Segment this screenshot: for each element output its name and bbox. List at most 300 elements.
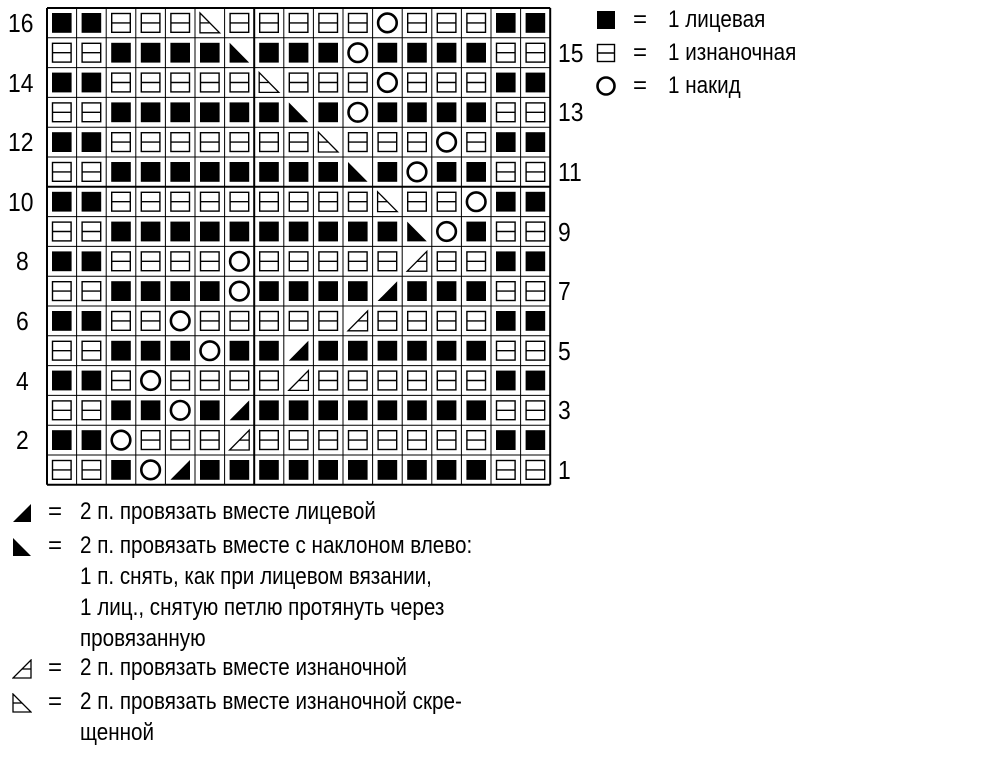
chart-row-3: [53, 400, 545, 420]
ssk-stitch: [289, 102, 309, 122]
purl-stitch: [289, 133, 308, 152]
legend-equals: =: [633, 72, 648, 99]
purl-stitch: [53, 103, 72, 122]
k2tog-stitch: [170, 460, 190, 480]
purl-stitch: [526, 282, 545, 301]
row-number-15: 15: [558, 37, 584, 68]
row-number-3: 3: [558, 395, 571, 426]
yarn-over: [349, 43, 368, 62]
knit-stitch: [289, 162, 309, 182]
knit-stitch: [170, 341, 190, 361]
row-number-8: 8: [16, 246, 29, 277]
knit-stitch: [466, 102, 486, 122]
yarn-over: [201, 341, 220, 360]
yo-legend-icon: [596, 76, 616, 96]
knit-stitch: [526, 192, 546, 212]
purl-stitch: [437, 252, 456, 271]
purl-stitch: [289, 73, 308, 92]
knit-stitch: [407, 460, 427, 480]
chart-row-6: [52, 311, 545, 331]
purl-stitch: [467, 252, 486, 271]
knit-stitch: [378, 400, 398, 420]
knit-stitch: [496, 251, 516, 271]
purl-stitch: [230, 371, 249, 390]
purl-stitch: [230, 14, 249, 33]
knit-stitch: [111, 460, 131, 480]
knit-stitch: [52, 73, 72, 93]
p2tog-tbl-stitch: [378, 192, 398, 212]
purl-stitch: [82, 401, 101, 420]
knit-stitch: [82, 13, 102, 33]
knit-stitch: [289, 222, 309, 242]
knit-stitch: [141, 400, 161, 420]
knit-stitch: [111, 281, 131, 301]
purl-stitch: [497, 222, 516, 241]
purl-stitch: [497, 401, 516, 420]
purl-stitch: [408, 133, 427, 152]
legend-equals: =: [48, 532, 63, 559]
legend-equals: =: [633, 39, 648, 66]
chart-row-2: [52, 430, 545, 450]
row-number-4: 4: [16, 365, 29, 396]
knit-stitch: [82, 371, 102, 391]
purl-stitch: [467, 14, 486, 33]
knit-stitch: [348, 281, 368, 301]
p2tog-stitch: [230, 430, 250, 450]
purl-stitch: [53, 341, 72, 360]
knit-stitch: [52, 192, 72, 212]
purl-stitch: [319, 371, 338, 390]
knit-stitch: [496, 430, 516, 450]
purl-stitch: [260, 14, 279, 33]
purl-stitch: [171, 14, 190, 33]
knit-stitch: [318, 281, 338, 301]
knit-stitch: [318, 43, 338, 63]
legend-description-line: 1 лиц., снятую петлю протянуть через: [80, 594, 445, 621]
knit-stitch: [82, 251, 102, 271]
knit-stitch: [111, 43, 131, 63]
knit-stitch: [466, 281, 486, 301]
row-number-14: 14: [8, 67, 34, 98]
knit-stitch: [348, 341, 368, 361]
purl-stitch: [53, 461, 72, 480]
purl-stitch: [141, 133, 160, 152]
k2tog-stitch: [13, 504, 31, 522]
purl-stitch: [112, 371, 131, 390]
purl-stitch: [319, 192, 338, 211]
purl-stitch: [141, 73, 160, 92]
knit-stitch: [378, 341, 398, 361]
p2tog-tbl-stitch: [259, 73, 279, 93]
knit-stitch: [200, 281, 220, 301]
knit-stitch: [407, 102, 427, 122]
knit-stitch: [378, 222, 398, 242]
knit-stitch: [318, 222, 338, 242]
purl-stitch: [112, 133, 131, 152]
purl-stitch: [201, 371, 220, 390]
ssk-stitch: [348, 162, 368, 182]
yarn-over: [141, 371, 160, 390]
knit-stitch: [141, 222, 161, 242]
knit-stitch: [230, 102, 250, 122]
legend-description-line: 2 п. провязать вместе с наклоном влево:: [80, 532, 473, 559]
purl-stitch: [319, 431, 338, 450]
purl-stitch: [467, 371, 486, 390]
purl-stitch: [497, 163, 516, 182]
k2tog-stitch: [378, 281, 398, 301]
knit-stitch: [141, 43, 161, 63]
row-number-11: 11: [558, 156, 582, 187]
knit-stitch: [200, 102, 220, 122]
purl-stitch: [141, 312, 160, 331]
row-number-1: 1: [558, 454, 571, 485]
knit-stitch: [82, 73, 102, 93]
knit-stitch: [141, 281, 161, 301]
purl-stitch: [141, 14, 160, 33]
knit-stitch: [141, 102, 161, 122]
purl-stitch: [437, 192, 456, 211]
knit-stitch: [526, 132, 546, 152]
purl-stitch: [201, 252, 220, 271]
purl-stitch: [112, 14, 131, 33]
chart-row-12: [52, 132, 545, 152]
p2tog-stitch: [13, 660, 31, 678]
knit-stitch: [526, 371, 546, 391]
knit-stitch: [52, 251, 72, 271]
knit-stitch: [200, 162, 220, 182]
purl-stitch: [141, 431, 160, 450]
knit-stitch: [496, 73, 516, 93]
chart-row-9: [53, 222, 545, 242]
knit-stitch: [526, 13, 546, 33]
purl-stitch: [82, 163, 101, 182]
knit-stitch: [348, 400, 368, 420]
chart-row-11: [53, 162, 545, 182]
purl-stitch: [497, 103, 516, 122]
knit-stitch: [52, 13, 72, 33]
p2tog-stitch: [348, 311, 368, 331]
purl-stitch: [112, 312, 131, 331]
purl-stitch: [112, 192, 131, 211]
knit-stitch: [496, 311, 516, 331]
ssk-legend-icon: [12, 537, 32, 557]
legend-description-line: 2 п. провязать вместе изнаночной скре-: [80, 688, 462, 715]
knit-stitch: [318, 341, 338, 361]
k2tog-legend-icon: [12, 503, 32, 523]
yarn-over: [230, 282, 249, 301]
knit-stitch: [437, 341, 457, 361]
knit-stitch: [259, 102, 279, 122]
purl-stitch: [319, 14, 338, 33]
knit-stitch: [52, 132, 72, 152]
legend-description-line: 1 п. снять, как при лицевом вязании,: [80, 563, 432, 590]
knit-stitch: [318, 400, 338, 420]
knit-stitch: [378, 460, 398, 480]
p2tog-tbl-stitch: [13, 694, 31, 712]
purl-stitch: [319, 252, 338, 271]
purl-stitch: [467, 312, 486, 331]
knit-stitch: [378, 43, 398, 63]
yarn-over: [349, 103, 368, 122]
purl-stitch: [467, 73, 486, 92]
knit-stitch: [466, 400, 486, 420]
knit-stitch: [111, 400, 131, 420]
knit-stitch: [52, 311, 72, 331]
knit-stitch: [111, 222, 131, 242]
yarn-over: [171, 401, 190, 420]
knit-stitch: [526, 73, 546, 93]
legend-equals: =: [48, 688, 63, 715]
knit-stitch: [259, 222, 279, 242]
purl-stitch: [349, 133, 368, 152]
row-number-2: 2: [16, 425, 29, 456]
knit-stitch: [52, 371, 72, 391]
purl-stitch: [467, 133, 486, 152]
knit-stitch: [200, 460, 220, 480]
purl-stitch: [349, 14, 368, 33]
knit-stitch: [407, 43, 427, 63]
ssk-stitch: [230, 43, 250, 63]
purl-stitch: [408, 312, 427, 331]
knit-stitch: [496, 132, 516, 152]
knit-stitch: [170, 281, 190, 301]
chart-row-10: [52, 192, 545, 212]
knit-stitch: [289, 43, 309, 63]
chart-row-15: [53, 43, 545, 63]
purl-stitch: [230, 73, 249, 92]
knit-stitch: [496, 371, 516, 391]
purl-stitch: [230, 133, 249, 152]
purl-stitch: [53, 163, 72, 182]
purl-stitch: [260, 312, 279, 331]
purl-stitch: [497, 282, 516, 301]
purl-stitch: [408, 192, 427, 211]
knit-stitch: [141, 162, 161, 182]
purl-stitch: [260, 371, 279, 390]
knit-stitch: [230, 460, 250, 480]
legend-description-line: 2 п. провязать вместе лицевой: [80, 498, 376, 525]
legend-label-purl: 1 изнаночная: [668, 39, 797, 66]
purl-stitch: [82, 341, 101, 360]
purl-stitch: [598, 45, 615, 62]
purl-stitch: [526, 222, 545, 241]
purl-stitch: [526, 401, 545, 420]
purl-stitch: [497, 43, 516, 62]
legend-equals: =: [633, 6, 648, 33]
purl-stitch: [349, 252, 368, 271]
purl-stitch: [201, 431, 220, 450]
purl-legend-icon: [596, 43, 616, 63]
knit-stitch: [259, 162, 279, 182]
knit-stitch: [200, 43, 220, 63]
purl-stitch: [230, 192, 249, 211]
purl-stitch: [408, 14, 427, 33]
purl-stitch: [378, 312, 397, 331]
knit-stitch: [230, 162, 250, 182]
chart-row-7: [53, 281, 545, 301]
knit-legend-icon: [596, 10, 616, 30]
knit-stitch: [437, 162, 457, 182]
yarn-over: [141, 461, 160, 480]
purl-stitch: [349, 431, 368, 450]
row-number-12: 12: [8, 127, 34, 158]
legend-label-yo: 1 накид: [668, 72, 741, 99]
row-number-16: 16: [8, 7, 34, 38]
row-number-9: 9: [558, 216, 571, 247]
knit-stitch: [111, 162, 131, 182]
knit-stitch: [466, 222, 486, 242]
knit-stitch: [318, 102, 338, 122]
purl-stitch: [260, 431, 279, 450]
knit-stitch: [496, 192, 516, 212]
purl-stitch: [437, 73, 456, 92]
row-number-10: 10: [8, 186, 34, 217]
knit-stitch: [259, 460, 279, 480]
purl-stitch: [82, 461, 101, 480]
purl-stitch: [112, 73, 131, 92]
knit-stitch: [526, 311, 546, 331]
knit-stitch: [259, 341, 279, 361]
knit-stitch: [437, 460, 457, 480]
knit-stitch: [259, 400, 279, 420]
purl-stitch: [289, 192, 308, 211]
knit-stitch: [597, 11, 615, 29]
purl-stitch: [112, 252, 131, 271]
purl-stitch: [201, 192, 220, 211]
row-number-13: 13: [558, 97, 584, 128]
legend-description-line: провязанную: [80, 625, 206, 652]
purl-stitch: [526, 43, 545, 62]
p2tog-tbl-legend-icon: [12, 693, 32, 713]
purl-stitch: [171, 431, 190, 450]
chart-row-1: [53, 460, 545, 480]
knit-stitch: [52, 430, 72, 450]
purl-stitch: [171, 133, 190, 152]
purl-stitch: [171, 73, 190, 92]
row-number-5: 5: [558, 335, 571, 366]
knit-stitch: [526, 251, 546, 271]
yarn-over: [378, 73, 397, 92]
purl-stitch: [141, 192, 160, 211]
knit-stitch: [170, 43, 190, 63]
chart-row-13: [53, 102, 545, 122]
purl-stitch: [378, 252, 397, 271]
yarn-over: [230, 252, 249, 271]
yarn-over: [378, 14, 397, 33]
knit-stitch: [437, 281, 457, 301]
knit-stitch: [111, 102, 131, 122]
purl-stitch: [171, 192, 190, 211]
knit-stitch: [496, 13, 516, 33]
knit-stitch: [259, 281, 279, 301]
purl-stitch: [141, 252, 160, 271]
p2tog-legend-icon: [12, 659, 32, 679]
purl-stitch: [437, 371, 456, 390]
knit-stitch: [170, 102, 190, 122]
purl-stitch: [378, 371, 397, 390]
p2tog-stitch: [289, 371, 309, 391]
purl-stitch: [260, 192, 279, 211]
p2tog-tbl-stitch: [318, 132, 338, 152]
purl-stitch: [82, 222, 101, 241]
purl-stitch: [171, 371, 190, 390]
legend-label-knit: 1 лицевая: [668, 6, 766, 33]
knit-stitch: [170, 162, 190, 182]
knit-stitch: [526, 430, 546, 450]
knit-stitch: [82, 192, 102, 212]
purl-stitch: [349, 73, 368, 92]
row-number-6: 6: [16, 305, 29, 336]
chart-row-4: [52, 371, 545, 391]
purl-stitch: [497, 341, 516, 360]
purl-stitch: [349, 371, 368, 390]
yarn-over: [598, 78, 615, 95]
legend-equals: =: [48, 498, 63, 525]
purl-stitch: [201, 73, 220, 92]
chart-row-8: [52, 251, 545, 271]
purl-stitch: [82, 103, 101, 122]
chart-row-16: [52, 13, 545, 33]
knit-stitch: [348, 222, 368, 242]
knit-stitch: [82, 430, 102, 450]
knit-stitch: [437, 102, 457, 122]
knit-stitch: [289, 460, 309, 480]
legend-description-line: щенной: [80, 719, 155, 746]
yarn-over: [437, 222, 456, 241]
knit-stitch: [200, 400, 220, 420]
knit-stitch: [82, 311, 102, 331]
p2tog-stitch: [407, 251, 427, 271]
knit-stitch: [466, 43, 486, 63]
knit-stitch: [407, 281, 427, 301]
knit-stitch: [466, 460, 486, 480]
purl-stitch: [378, 431, 397, 450]
knit-stitch: [82, 132, 102, 152]
yarn-over: [437, 133, 456, 152]
knit-stitch: [437, 43, 457, 63]
yarn-over: [467, 192, 486, 211]
purl-stitch: [289, 312, 308, 331]
purl-stitch: [526, 461, 545, 480]
yarn-over: [112, 431, 131, 450]
knit-stitch: [407, 341, 427, 361]
knit-stitch: [466, 162, 486, 182]
k2tog-stitch: [289, 341, 309, 361]
purl-stitch: [497, 461, 516, 480]
purl-stitch: [289, 431, 308, 450]
purl-stitch: [408, 431, 427, 450]
knit-stitch: [230, 222, 250, 242]
chart-row-5: [53, 341, 545, 361]
knit-stitch: [378, 102, 398, 122]
purl-stitch: [526, 341, 545, 360]
purl-stitch: [53, 282, 72, 301]
purl-stitch: [230, 312, 249, 331]
purl-stitch: [408, 371, 427, 390]
purl-stitch: [319, 73, 338, 92]
purl-stitch: [319, 312, 338, 331]
knit-stitch: [318, 162, 338, 182]
legend-equals: =: [48, 654, 63, 681]
knit-stitch: [170, 222, 190, 242]
knit-stitch: [289, 281, 309, 301]
purl-stitch: [201, 312, 220, 331]
knit-stitch: [378, 162, 398, 182]
knit-stitch: [437, 400, 457, 420]
knit-stitch: [407, 400, 427, 420]
purl-stitch: [437, 431, 456, 450]
knit-stitch: [348, 460, 368, 480]
